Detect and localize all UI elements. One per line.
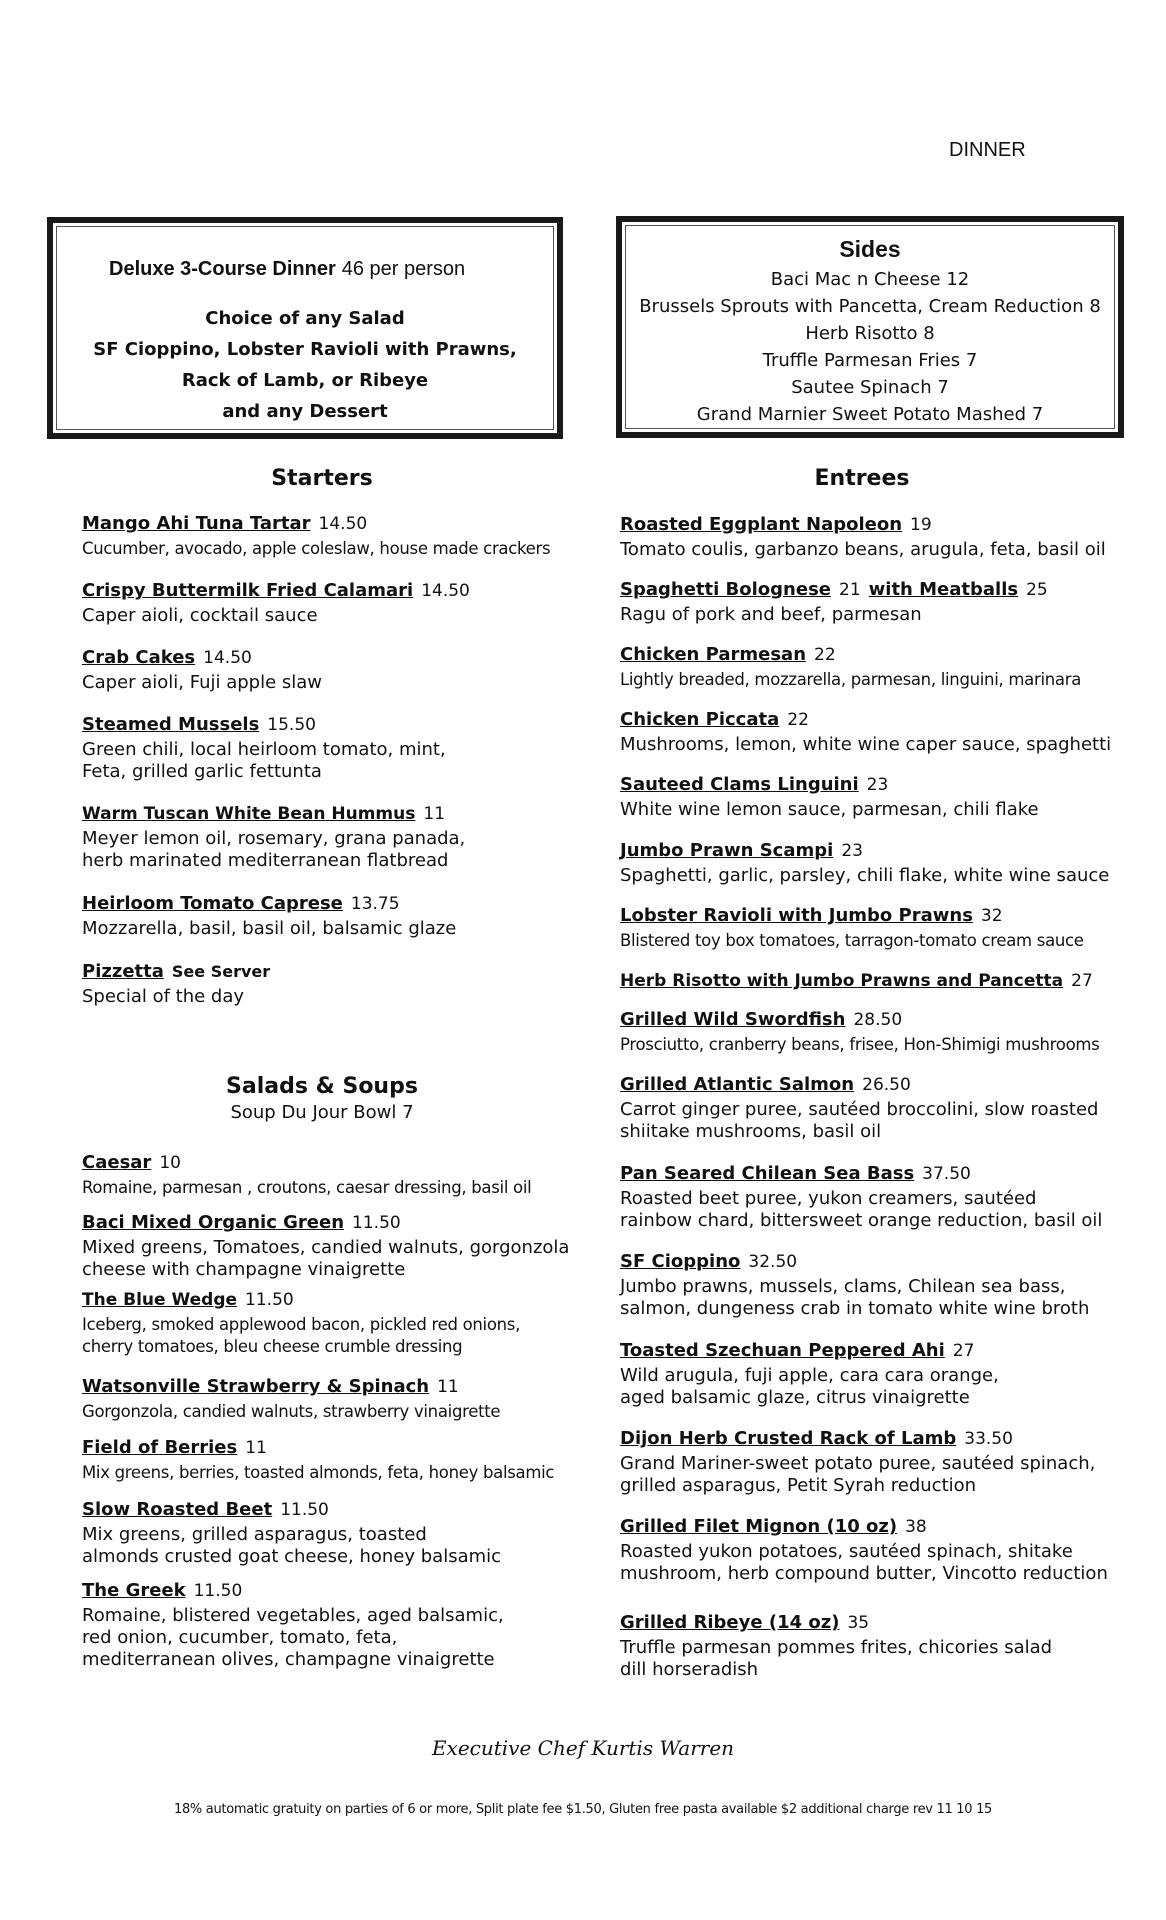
menu-item-variant-price: 25: [1026, 580, 1048, 600]
menu-item-name: Crab Cakes: [82, 647, 196, 668]
menu-item-heading: [620, 1009, 1160, 1030]
menu-item-name: Dijon Herb Crusted Rack of Lamb: [620, 1428, 957, 1449]
menu-item-heading: [82, 1212, 602, 1233]
menu-item: [620, 644, 1160, 691]
menu-item-price: 11.50: [352, 1213, 401, 1233]
side-item: Truffle Parmesan Fries 7: [762, 350, 978, 371]
deluxe-heading: [109, 258, 465, 281]
side-item: Sautee Spinach 7: [791, 377, 949, 398]
menu-item-price: 32: [980, 906, 1003, 926]
menu-item-name: Crispy Buttermilk Fried Calamari: [82, 580, 414, 601]
menu-item: [620, 1516, 1160, 1585]
menu-item-name: Caesar: [82, 1152, 152, 1173]
menu-item-heading: [82, 580, 602, 601]
menu-item: [82, 804, 602, 872]
menu-item-price: 21: [839, 580, 861, 600]
menu-item-description: White wine lemon sauce, parmesan, chili flake: [620, 799, 1039, 820]
menu-item-description: Caper aioli, Fuji apple slaw: [82, 672, 323, 693]
menu-item-price: 11: [437, 1377, 459, 1397]
menu-item-description: Mozzarella, basil, basil oil, balsamic glaze: [82, 918, 457, 939]
menu-item-name: Jumbo Prawn Scampi: [620, 840, 834, 861]
menu-item-heading: [620, 1340, 1160, 1361]
menu-item-description: Green chili, local heirloom tomato, mint, Feta, grilled garlic fettunta: [82, 739, 446, 782]
menu-item-name: Baci Mixed Organic Green: [82, 1212, 345, 1233]
menu-item: [620, 579, 1160, 626]
side-item: Herb Risotto 8: [805, 323, 935, 344]
menu-item-heading: [82, 1290, 602, 1310]
menu-item-name: Warm Tuscan White Bean Hummus: [82, 804, 416, 824]
menu-item-name: SF Cioppino: [620, 1251, 741, 1272]
menu-item-heading: [82, 714, 602, 735]
deluxe-line: and any Dessert: [222, 401, 388, 422]
menu-item-description: Romaine, blistered vegetables, aged balsamic, red onion, cucumber, tomato, feta, mediterranean olives, champagne vinaigrette: [82, 1605, 504, 1670]
menu-item-price: 14.50: [203, 648, 252, 668]
menu-item: [82, 1152, 602, 1199]
sides-list: [622, 266, 1118, 428]
menu-item-heading: [82, 1152, 602, 1173]
menu-item: [620, 1340, 1160, 1409]
menu-item-description: Carrot ginger puree, sautéed broccolini, slow roasted shiitake mushrooms, basil oil: [620, 1099, 1099, 1142]
menu-item-description: Mix greens, berries, toasted almonds, feta, honey balsamic: [82, 1463, 555, 1482]
deluxe-dinner-box: [47, 217, 563, 439]
menu-item: [82, 580, 602, 627]
sides-box: [616, 216, 1124, 438]
menu-item-name: Field of Berries: [82, 1437, 238, 1458]
menu-item: [82, 714, 602, 783]
menu-item-name: Watsonville Strawberry & Spinach: [82, 1376, 430, 1397]
menu-item-price: 23: [866, 775, 889, 795]
menu-item-name: Herb Risotto with Jumbo Prawns and Pancetta: [620, 971, 1064, 991]
menu-item-name: Roasted Eggplant Napoleon: [620, 514, 903, 535]
menu-item-price: 32.50: [748, 1252, 798, 1272]
menu-item-name: Grilled Ribeye (14 oz): [620, 1612, 840, 1633]
menu-item: [82, 1290, 602, 1358]
menu-item-name: Chicken Piccata: [620, 709, 780, 730]
menu-item-price: 23: [841, 841, 863, 861]
menu-item-name: Steamed Mussels: [82, 714, 260, 735]
menu-item-name: The Blue Wedge: [82, 1290, 238, 1310]
menu-item-price: 11: [245, 1438, 267, 1458]
salads-title: Salads & Soups: [226, 1074, 418, 1099]
menu-item-variant-name: with Meatballs: [868, 579, 1019, 600]
menu-item-name: Mango Ahi Tuna Tartar: [82, 513, 311, 534]
menu-item: [620, 514, 1160, 561]
menu-item-price: 27: [1071, 971, 1093, 991]
menu-item-price: 26.50: [862, 1075, 911, 1095]
menu-item-price: 37.50: [922, 1164, 971, 1184]
menu-item-price: 38: [905, 1517, 927, 1537]
menu-item: [82, 961, 602, 1008]
footer-note: 18% automatic gratuity on parties of 6 or more, Split plate fee $1.50, Gluten free pasta available $2 additional charge rev 11 10 15: [173, 1802, 993, 1817]
menu-item-price: 19: [910, 515, 932, 535]
menu-item-heading: [82, 804, 602, 824]
starters-title: Starters: [271, 466, 373, 491]
menu-item: [620, 1163, 1160, 1232]
menu-item-description: Cucumber, avocado, apple coleslaw, house made crackers: [82, 539, 551, 558]
menu-item-heading: [82, 1580, 602, 1601]
menu-item: [620, 1251, 1160, 1320]
menu-item-price: 27: [952, 1341, 975, 1361]
menu-item-description: Meyer lemon oil, rosemary, grana panada, herb marinated mediterranean flatbread: [82, 828, 466, 871]
menu-item-name: Chicken Parmesan: [620, 644, 807, 665]
menu-item-description: Gorgonzola, candied walnuts, strawberry vinaigrette: [82, 1402, 501, 1421]
side-item: Baci Mac n Cheese 12: [770, 269, 970, 290]
menu-item-description: Tomato coulis, garbanzo beans, arugula, feta, basil oil: [620, 539, 1106, 560]
menu-item-heading: [620, 579, 1160, 600]
menu-item-name: The Greek: [82, 1580, 186, 1601]
entrees-title: Entrees: [814, 466, 910, 491]
menu-item-name: Pan Seared Chilean Sea Bass: [620, 1163, 915, 1184]
menu-item-name: Slow Roasted Beet: [82, 1499, 273, 1520]
menu-item: [620, 905, 1160, 952]
menu-item: [82, 513, 602, 560]
side-item: Brussels Sprouts with Pancetta, Cream Reduction 8: [639, 296, 1101, 317]
menu-item-heading: [82, 961, 602, 982]
menu-item-description: Spaghetti, garlic, parsley, chili flake, white wine sauce: [620, 865, 1110, 886]
menu-item: [620, 1009, 1160, 1056]
deluxe-line: SF Cioppino, Lobster Ravioli with Prawns,: [93, 339, 517, 360]
menu-item-description: Romaine, parmesan , croutons, caesar dressing, basil oil: [82, 1178, 532, 1197]
menu-item: [82, 1580, 602, 1671]
menu-item-description: Roasted beet puree, yukon creamers, sautéed rainbow chard, bittersweet orange reduction, basil oil: [620, 1188, 1103, 1231]
menu-item: [620, 840, 1160, 887]
menu-item-heading: [620, 905, 1160, 926]
menu-item-price: 11.50: [280, 1500, 329, 1520]
menu-item-description: Iceberg, smoked applewood bacon, pickled red onions, cherry tomatoes, bleu cheese crumble dressing: [82, 1315, 521, 1356]
menu-item-description: Blistered toy box tomatoes, tarragon-tomato cream sauce: [620, 931, 1084, 950]
deluxe-price: 46 per person: [341, 258, 466, 280]
side-item: Grand Marnier Sweet Potato Mashed 7: [696, 404, 1044, 425]
menu-type-label: DINNER: [949, 139, 1026, 161]
menu-item-name: Pizzetta: [82, 961, 164, 982]
menu-item-heading: [82, 1499, 602, 1520]
soup-of-day: Soup Du Jour Bowl 7: [230, 1102, 414, 1123]
menu-item-heading: [620, 774, 1160, 795]
menu-item: [82, 647, 602, 694]
menu-item-heading: [620, 971, 1160, 991]
menu-item-description: Mixed greens, Tomatoes, candied walnuts, gorgonzola cheese with champagne vinaigrette: [82, 1237, 570, 1280]
menu-item-price: 11.50: [193, 1581, 243, 1601]
menu-item-price: 22: [787, 710, 809, 730]
menu-item-name: Lobster Ravioli with Jumbo Prawns: [620, 905, 973, 926]
menu-item-name: Grilled Filet Mignon (10 oz): [620, 1516, 898, 1537]
menu-item-heading: [620, 1516, 1160, 1537]
menu-item: [620, 774, 1160, 821]
menu-item-price: 10: [159, 1153, 181, 1173]
menu-item-heading: [82, 647, 602, 668]
sides-title: Sides: [839, 236, 901, 262]
menu-item-description: Roasted yukon potatoes, sautéed spinach, shitake mushroom, herb compound butter, Vincotto reduction: [620, 1541, 1108, 1584]
menu-item-heading: [620, 840, 1160, 861]
deluxe-line: Rack of Lamb, or Ribeye: [181, 370, 429, 391]
menu-item-name: Toasted Szechuan Peppered Ahi: [620, 1340, 945, 1361]
menu-item-name: Spaghetti Bolognese: [620, 579, 831, 600]
executive-chef: Executive Chef Kurtis Warren: [431, 1736, 735, 1760]
menu-item-heading: [82, 513, 602, 534]
menu-item-heading: [82, 1437, 602, 1458]
menu-item-heading: [620, 1428, 1160, 1449]
menu-item: [82, 1437, 602, 1484]
menu-item: [620, 1074, 1160, 1143]
menu-item-price: 22: [814, 645, 836, 665]
menu-item-price: 35: [847, 1613, 870, 1633]
menu-item-description: Lightly breaded, mozzarella, parmesan, linguini, marinara: [620, 670, 1082, 689]
deluxe-line: Choice of any Salad: [205, 308, 405, 329]
deluxe-description: [53, 303, 557, 427]
deluxe-title: Deluxe 3-Course Dinner: [109, 258, 336, 280]
menu-item-heading: [620, 514, 1160, 535]
menu-item-heading: [620, 1612, 1160, 1633]
menu-item-name: Grilled Atlantic Salmon: [620, 1074, 855, 1095]
menu-item-price: 28.50: [853, 1010, 903, 1030]
menu-item-description: Truffle parmesan pommes frites, chicories salad dill horseradish: [620, 1637, 1053, 1680]
menu-item-description: Jumbo prawns, mussels, clams, Chilean sea bass, salmon, dungeness crab in tomato white wine broth: [620, 1276, 1090, 1319]
menu-item-description: Special of the day: [82, 986, 245, 1007]
menu-item-heading: [82, 893, 602, 914]
menu-item-heading: [620, 644, 1160, 665]
menu-item-name: Heirloom Tomato Caprese: [82, 893, 343, 914]
menu-item: [82, 1499, 602, 1568]
menu-item-note: See Server: [171, 962, 271, 981]
menu-item-description: Ragu of pork and beef, parmesan: [620, 604, 922, 625]
menu-item-price: 33.50: [964, 1429, 1013, 1449]
menu-item-heading: [620, 1074, 1160, 1095]
menu-item-description: Wild arugula, fuji apple, cara cara orange, aged balsamic glaze, citrus vinaigrette: [620, 1365, 999, 1408]
menu-item: [620, 1428, 1160, 1497]
menu-item-name: Sauteed Clams Linguini: [620, 774, 859, 795]
menu-item-price: 11.50: [245, 1290, 294, 1310]
menu-item: [82, 893, 602, 940]
menu-item-heading: [82, 1376, 602, 1397]
menu-item: [620, 1612, 1160, 1681]
menu-item: [82, 1376, 602, 1423]
menu-item-heading: [620, 709, 1160, 730]
menu-item-description: Grand Mariner-sweet potato puree, sautéed spinach, grilled asparagus, Petit Syrah reduction: [620, 1453, 1096, 1496]
menu-item-price: 13.75: [350, 894, 400, 914]
menu-item: [620, 971, 1160, 991]
menu-item: [82, 1212, 602, 1281]
menu-item-description: Mushrooms, lemon, white wine caper sauce, spaghetti: [620, 734, 1112, 755]
menu-item-heading: [620, 1163, 1160, 1184]
menu-item-price: 11: [423, 804, 446, 824]
menu-item-price: 14.50: [318, 514, 368, 534]
menu-item-description: Caper aioli, cocktail sauce: [82, 605, 318, 626]
menu-item-price: 15.50: [267, 715, 316, 735]
menu-item-price: 14.50: [421, 581, 470, 601]
menu-item-description: Mix greens, grilled asparagus, toasted almonds crusted goat cheese, honey balsamic: [82, 1524, 502, 1567]
menu-item-heading: [620, 1251, 1160, 1272]
menu-item-name: Grilled Wild Swordfish: [620, 1009, 846, 1030]
menu-item: [620, 709, 1160, 756]
menu-item-description: Prosciutto, cranberry beans, frisee, Hon-Shimigi mushrooms: [620, 1035, 1100, 1054]
